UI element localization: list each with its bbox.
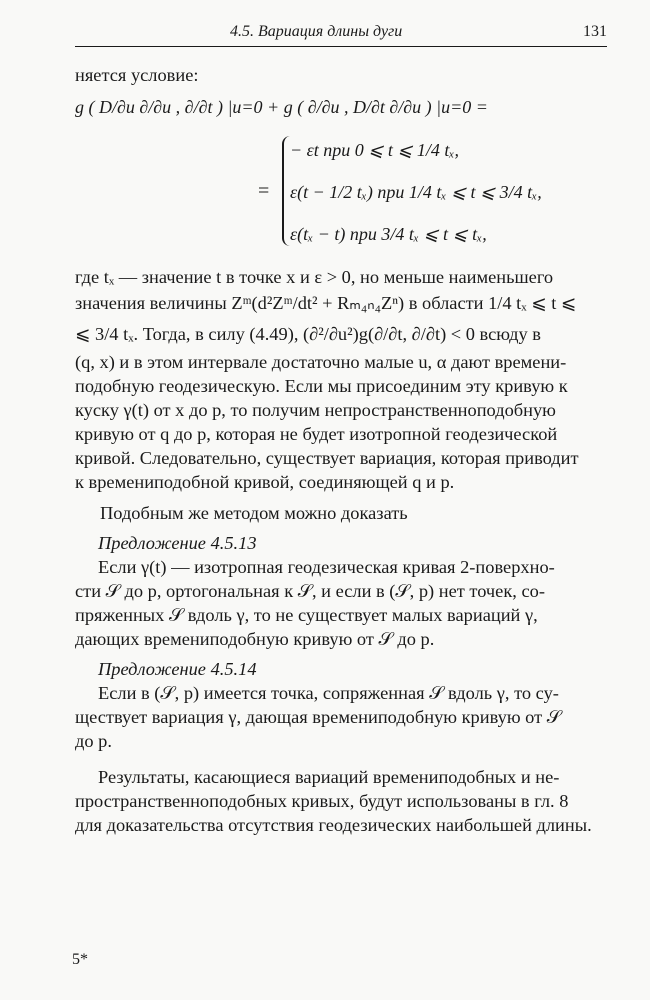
text-line: (q, x) и в этом интервале достаточно малые u, α дают времени-: [75, 352, 567, 372]
text-line: кривой. Следовательно, существует вариация, которая приводит: [75, 448, 579, 468]
text-line: Если в (𝒮, p) имеется точка, сопряженная 𝒮 вдоль γ, то су-: [98, 683, 559, 703]
text-line: ⩽ 3/4 tₓ. Тогда, в силу (4.49), (∂²/∂u²)g(∂/∂t, ∂/∂t) < 0 всюду в: [75, 324, 541, 344]
text-line: сти 𝒮 до p, ортогональная к 𝒮, и если в (𝒮, p) нет точек, со-: [75, 581, 545, 601]
text-line: пряженных 𝒮 вдоль γ, то не существует малых вариаций γ,: [75, 605, 538, 625]
page-number: 131: [583, 23, 607, 40]
text-line: к времениподобной кривой, соединяющей q и p.: [75, 472, 455, 492]
text-line: Результаты, касающиеся вариаций времениподобных и не-: [98, 767, 560, 787]
case-line: − εt при 0 ⩽ t ⩽ 1/4 tₓ,: [290, 140, 460, 160]
proposition-title: Предложение 4.5.14: [98, 659, 257, 679]
piecewise-cases: [250, 132, 610, 252]
equals-sign: =: [258, 180, 270, 202]
text-line: кривую от q до p, которая не будет изотропной геодезической: [75, 424, 558, 444]
signature-mark: 5*: [72, 951, 88, 968]
text-line: куску γ(t) от x до p, то получим непространственноподобную: [75, 400, 556, 420]
formula-line: g ( D/∂u ∂/∂u , ∂/∂t ) |u=0 + g ( ∂/∂u , D/∂t ∂/∂u ) |u=0 =: [75, 97, 488, 117]
case-line: ε(t − 1/2 tₓ) при 1/4 tₓ ⩽ t ⩽ 3/4 tₓ,: [290, 182, 542, 202]
text-line: пространственноподобных кривых, будут использованы в гл. 8: [75, 791, 569, 811]
text-line: подобную геодезическую. Если мы присоединим эту кривую к: [75, 376, 568, 396]
text-line: для доказательства отсутствия геодезических наибольшей длины.: [75, 815, 592, 835]
text-line: дающих времениподобную кривую от 𝒮 до p.: [75, 629, 435, 649]
text-line: Если γ(t) — изотропная геодезическая кривая 2-поверхно-: [98, 557, 555, 577]
text-line: где tₓ — значение t в точке x и ε > 0, но меньше наименьшего: [75, 267, 554, 287]
text-line: ществует вариация γ, дающая времениподобную кривую от 𝒮: [75, 707, 561, 727]
running-header: [75, 20, 607, 47]
text-line: значения величины Zᵐ(d²Zᵐ/dt² + Rₘ₄ₙ₄Zⁿ) в области 1/4 tₓ ⩽ t ⩽: [75, 293, 577, 313]
text-line: до p.: [75, 731, 112, 751]
proposition-title: Предложение 4.5.13: [98, 533, 257, 553]
text-line: няется условие:: [75, 65, 199, 85]
case-line: ε(tₓ − t) при 3/4 tₓ ⩽ t ⩽ tₓ,: [290, 224, 487, 244]
running-title: 4.5. Вариация длины дуги: [230, 23, 403, 40]
text-line: Подобным же методом можно доказать: [100, 503, 408, 523]
